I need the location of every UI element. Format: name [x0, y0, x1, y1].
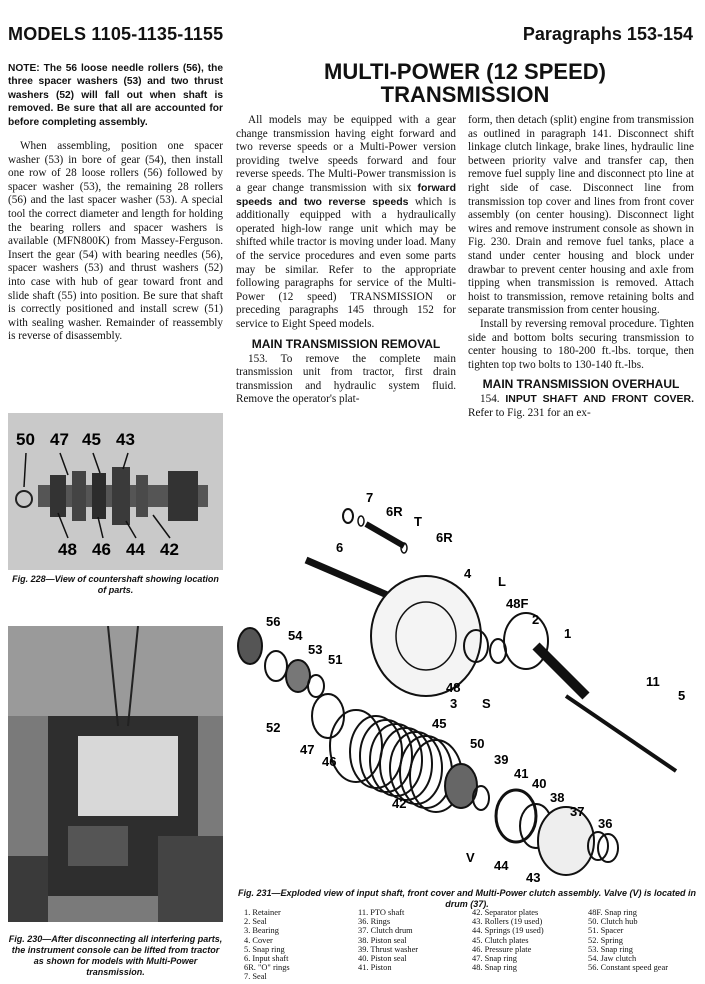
fig228-label-top-0: 50: [16, 430, 35, 449]
subheading-removal: MAIN TRANSMISSION REMOVAL: [251, 336, 441, 351]
legend-item: 2. Seal: [244, 917, 267, 927]
callout-53: 53: [308, 642, 323, 657]
legend-item: 3. Bearing: [244, 926, 279, 936]
fig230-caption: Fig. 230—After disconnecting all interfering parts, the instrument console can be lifted from tractor as shown for models with Multi-Power transmission.: [8, 934, 223, 977]
callout-6r-b: 6R: [436, 530, 453, 545]
callout-44: 44: [494, 858, 509, 873]
fig228-label-bottom-1: 46: [92, 540, 111, 559]
callout-46: 46: [322, 754, 337, 769]
legend-item: 6. Input shaft: [244, 954, 289, 964]
legend-item: 5. Snap ring: [244, 944, 285, 954]
fig228-label-top-1: 47: [50, 430, 69, 449]
legend-col-1: [244, 908, 290, 982]
callout-t: T: [414, 514, 422, 529]
fig228-label-bottom-3: 42: [160, 540, 179, 559]
fig230-photo: [8, 626, 223, 922]
callout-v: V: [466, 850, 475, 865]
legend-item: 6R. "O" rings: [244, 963, 290, 973]
legend-item: 51. Spacer: [588, 926, 624, 936]
callout-11: 11: [646, 674, 660, 689]
callout-40: 40: [532, 776, 547, 791]
callout-2: 2: [532, 612, 540, 627]
callout-43: 43: [526, 870, 541, 885]
fig228-label-top-3: 43: [116, 430, 135, 449]
legend-item: 56. Constant speed gear: [588, 963, 669, 973]
callout-47: 47: [300, 742, 315, 757]
console-lift-photo: [8, 626, 223, 922]
fig228-label-bottom-2: 44: [126, 540, 145, 559]
callout-l: L: [498, 574, 506, 589]
header-right: Paragraphs 153-154: [522, 24, 693, 44]
column-a: [236, 114, 456, 407]
callout-38: 38: [550, 790, 565, 805]
legend-item: 44. Springs (19 used): [472, 926, 544, 936]
removal-continued: form, then detach (split) engine from transmission as outlined in paragraph 141. Disconnect shift linkage clutch linkage, brake lines, hydraulic line between priority valve and transfer cap, then remove fuel supply line and disconnect pto line at right side of case. Disconnect line from transmission top cover and lines from front cover assembly (on center housing). Disconnect light wires and remove instrument console as shown in Fig. 230. Drain and remove fuel tanks, place a stand under center housing and block under drawbar to prevent center housing and axle from tipping when transmission is removed. Attach hoist to transmission, remove retaining bolts and separate transmission from center housing.: [468, 114, 694, 317]
legend-col-2: [358, 908, 418, 972]
column-b: [468, 114, 694, 420]
callout-42: 42: [392, 796, 407, 811]
page-title: [238, 60, 692, 106]
fig228-photo: [8, 413, 223, 570]
title-line1: MULTI-POWER (12 SPEED): [324, 59, 606, 84]
left-paragraph: When assembling, position one spacer washer (53) in bore of gear (54), then install one row of 28 loose rollers (56) followed by spacer washer (53), the remaining 28 rollers (56) and the last spacer washer (53). A special tool the correct diameter and length for holding the bearing rollers and spacer washers is available (MFN800K) from Massey-Ferguson. Insert the gear (54) with bearing needles (56), spacer washers (53) and thrust washers (52) into case with hub of gear toward front and slide shaft (55) into position. Be sure that shaft is correctly positioned and install screw (51) with sealing washer. Remainder of reassembly is reverse of disassembly.: [8, 140, 223, 343]
legend-item: 42. Separator plates: [472, 908, 539, 917]
header-left: MODELS 1105-1135-1155: [8, 24, 224, 44]
fig231-diagram: [236, 486, 696, 886]
legend-item: 37. Clutch drum: [358, 926, 413, 936]
callout-45: 45: [432, 716, 447, 731]
legend-item: 7. Seal: [244, 972, 267, 982]
legend-item: 50. Clutch hub: [588, 917, 638, 927]
legend-item: 36. Rings: [358, 917, 391, 927]
legend-item: 54. Jaw clutch: [588, 954, 637, 964]
callout-s: S: [482, 696, 491, 711]
paragraph-154: 154. INPUT SHAFT AND FRONT COVER. Refer to Fig. 231 for an ex-: [468, 393, 694, 419]
legend-item: 11. PTO shaft: [358, 908, 405, 917]
callout-50: 50: [470, 736, 485, 751]
callout-54: 54: [288, 628, 303, 643]
callout-51: 51: [328, 652, 343, 667]
title-line2: TRANSMISSION: [380, 82, 550, 107]
countershaft-illustration: [8, 413, 223, 570]
callout-56: 56: [266, 614, 281, 629]
callout-6: 6: [336, 540, 344, 555]
callout-48f: 48F: [506, 596, 529, 611]
fig228-label-bottom-0: 48: [58, 540, 77, 559]
fig231-caption: Fig. 231—Exploded view of input shaft, front cover and Multi-Power clutch assembly. Valve (V) is located in drum (37).: [238, 888, 696, 909]
legend-item: 47. Snap ring: [472, 954, 517, 964]
fig228-caption: Fig. 228—View of countershaft showing location of parts.: [12, 574, 219, 595]
callout-52: 52: [266, 720, 281, 735]
callout-7: 7: [366, 490, 374, 505]
install-paragraph: Install by reversing removal procedure. Tighten side and bottom bolts securing transmission to center housing to 180-200 ft.-lbs. torque, then tighten top two bolts to 130-140 ft.-lbs.: [468, 317, 694, 371]
callout-36: 36: [598, 816, 613, 831]
legend-item: 45. Clutch plates: [472, 935, 529, 945]
legend-item: 41. Piston: [358, 963, 392, 973]
callout-1: 1: [564, 626, 572, 641]
legend-item: 46. Pressure plate: [472, 944, 532, 954]
paragraph-153: 153. To remove the complete main transmission unit from tractor, first drain transmission and hydraulic system fluid. Remove the operator's plat-: [236, 352, 456, 406]
legend-col-4: [588, 908, 668, 972]
exploded-view-drawing: [236, 486, 696, 886]
legend-item: 48. Snap ring: [472, 963, 517, 973]
callout-6r-a: 6R: [386, 504, 403, 519]
legend-item: 39. Thrust washer: [358, 944, 419, 954]
note-paragraph: NOTE: The 56 loose needle rollers (56), the three spacer washers (53) and two thrust washers (52) will fall out when shaft is removed. Be sure that all are accounted for before completing assembly.: [8, 63, 223, 128]
callout-5: 5: [678, 688, 686, 703]
legend-item: 40. Piston seal: [358, 954, 407, 964]
legend-item: 4. Cover: [244, 935, 273, 945]
subheading-overhaul: MAIN TRANSMISSION OVERHAUL: [482, 377, 680, 392]
callout-4: 4: [464, 566, 472, 581]
callout-37: 37: [570, 804, 585, 819]
callout-48: 48: [446, 680, 461, 695]
fig228-label-top-2: 45: [82, 430, 101, 449]
callout-41: 41: [514, 766, 529, 781]
legend-item: 38. Piston seal: [358, 935, 407, 945]
legend-item: 48F. Snap ring: [588, 908, 637, 917]
legend-col-3: [472, 908, 544, 972]
callout-3: 3: [450, 696, 458, 711]
legend-item: 43. Rollers (19 used): [472, 917, 543, 927]
intro-paragraph: All models may be equipped with a gear change transmission having eight forward and two reverse speeds or a Multi-Power version providing twelve speeds forward and four reverse speeds. The Multi-Power transmission is a gear change transmission with six forward speeds and two reverse speeds which is additionally equipped with a hydraulically operated high-low range unit which may be shifted while tractor is moving under load. Many of the service procedures and even some parts may be similar. Refer to the appropriate following paragraphs for service of the Multi-Power (12 speed) TRANSMISSION or preceding paragraphs 145 through 152 for service to Eight Speed models.: [236, 114, 456, 330]
legend-item: 1. Retainer: [244, 908, 281, 917]
callout-39: 39: [494, 752, 509, 767]
legend-item: 52. Spring: [588, 935, 623, 945]
legend-item: 53. Snap ring: [588, 944, 633, 954]
